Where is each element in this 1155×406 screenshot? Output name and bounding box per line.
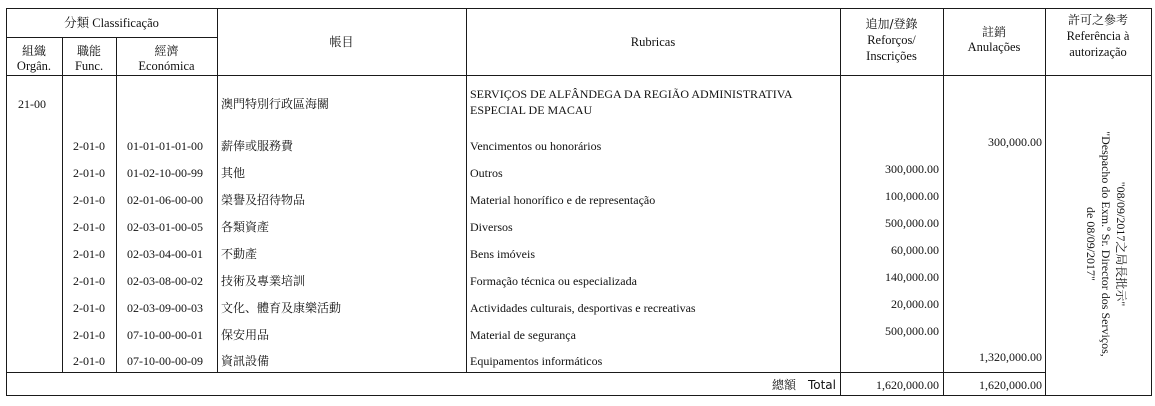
item-name-pt: Bens imóveis xyxy=(470,247,535,261)
item-name-zh: 不動產 xyxy=(221,247,258,261)
anulacoes-header-pt: Anulações xyxy=(967,40,1021,54)
item-name-zh: 榮譽及招待物品 xyxy=(221,193,306,207)
reforco-amount: 100,000.00 xyxy=(885,189,939,203)
reforco-amount: 140,000.00 xyxy=(885,270,939,284)
item-name-zh: 技術及專業培訓 xyxy=(221,274,306,288)
anulacoes-header-zh: 註銷 xyxy=(981,25,1006,39)
func-code: 2-01-0 xyxy=(73,220,105,234)
item-name-pt: Equipamentos informáticos xyxy=(470,354,603,368)
func-header-zh: 職能 xyxy=(76,44,101,58)
reforco-amount: 500,000.00 xyxy=(885,324,939,338)
authorization-reference xyxy=(1080,104,1128,384)
reforco-amount: 20,000.00 xyxy=(891,297,939,311)
table-row xyxy=(0,350,1046,372)
item-name-zh: 其他 xyxy=(221,166,246,180)
func-code: 2-01-0 xyxy=(73,139,105,153)
table-row xyxy=(0,324,1046,352)
func-header-pt: Func. xyxy=(74,59,104,73)
classification-header: 分類 Classificação xyxy=(64,16,159,30)
organ-name-zh: 澳門特別行政區海關 xyxy=(221,97,330,111)
econ-code: 01-02-10-00-99 xyxy=(127,166,203,180)
authorization-line1: "08/09/2017之局長批示" xyxy=(1114,181,1128,307)
item-name-pt: Vencimentos ou honorários xyxy=(470,139,602,153)
reforcos-header-zh: 追加/登錄 xyxy=(865,17,918,31)
table-row xyxy=(0,270,1046,298)
anulacao-amount: 1,320,000.00 xyxy=(979,350,1042,364)
econ-code: 07-10-00-00-09 xyxy=(127,354,203,368)
item-name-zh: 薪俸或服務費 xyxy=(221,139,294,153)
reference-header-zh: 許可之參考 xyxy=(1067,13,1128,27)
organ-header-zh: 組織 xyxy=(21,44,46,58)
organ-code: 21-00 xyxy=(18,97,46,111)
econ-code: 02-01-06-00-00 xyxy=(127,193,203,207)
item-name-pt: Material de segurança xyxy=(470,328,576,342)
table-row xyxy=(0,243,1046,271)
organ-name-pt-line1: SERVIÇOS DE ALFÂNDEGA DA REGIÃO ADMINISTRATIVA xyxy=(470,87,793,101)
anulacao-amount: 300,000.00 xyxy=(988,135,1042,149)
func-code: 2-01-0 xyxy=(73,274,105,288)
econ-code: 02-03-01-00-05 xyxy=(127,220,203,234)
authorization-line3: de 08/09/2017" xyxy=(1084,207,1098,281)
table-row xyxy=(0,189,1046,217)
reforcos-header-pt1: Reforços/ xyxy=(867,33,916,47)
econ-header-pt: Económica xyxy=(138,59,195,73)
func-code: 2-01-0 xyxy=(73,301,105,315)
table-row xyxy=(0,162,1046,190)
account-title-header: 帳目 xyxy=(329,35,354,49)
reforco-amount: 60,000.00 xyxy=(891,243,939,257)
func-code: 2-01-0 xyxy=(73,354,105,368)
table-row xyxy=(0,135,1046,163)
total-label: 總額 Total xyxy=(771,378,836,392)
item-name-pt: Material honorífico e de representação xyxy=(470,193,656,207)
func-code: 2-01-0 xyxy=(73,247,105,261)
total-anulacoes: 1,620,000.00 xyxy=(979,378,1042,392)
econ-code: 01-01-01-01-00 xyxy=(127,139,203,153)
func-code: 2-01-0 xyxy=(73,328,105,342)
reforcos-header-pt2: Inscrições xyxy=(866,49,917,63)
item-name-zh: 文化、體育及康樂活動 xyxy=(221,301,342,315)
econ-header-zh: 經濟 xyxy=(154,44,179,58)
reforco-amount: 300,000.00 xyxy=(885,162,939,176)
organ-name-pt-line2: ESPECIAL DE MACAU xyxy=(470,103,593,117)
func-code: 2-01-0 xyxy=(73,193,105,207)
econ-code: 02-03-08-00-02 xyxy=(127,274,203,288)
item-name-zh: 資訊設備 xyxy=(221,354,270,368)
reference-header-pt2: autorização xyxy=(1069,45,1127,59)
organ-header-pt: Orgân. xyxy=(16,59,52,73)
func-code: 2-01-0 xyxy=(73,166,105,180)
table-row xyxy=(0,297,1046,325)
item-name-zh: 保安用品 xyxy=(221,328,270,342)
econ-code: 02-03-04-00-01 xyxy=(127,247,203,261)
item-name-pt: Diversos xyxy=(470,220,513,234)
econ-code: 02-03-09-00-03 xyxy=(127,301,203,315)
rubricas-header: Rubricas xyxy=(630,35,676,49)
item-name-zh: 各類資產 xyxy=(221,220,270,234)
item-name-pt: Formação técnica ou especializada xyxy=(470,274,637,288)
item-name-pt: Outros xyxy=(470,166,503,180)
reforco-amount: 500,000.00 xyxy=(885,216,939,230)
econ-code: 07-10-00-00-01 xyxy=(127,328,203,342)
total-reforcos: 1,620,000.00 xyxy=(876,378,939,392)
authorization-line2: "Despacho do Exm.º Sr. Director dos Serviços, xyxy=(1099,131,1113,357)
table-row xyxy=(0,216,1046,244)
item-name-pt: Actividades culturais, desportivas e recreativas xyxy=(470,301,696,315)
reference-header-pt1: Referência à xyxy=(1066,29,1130,43)
